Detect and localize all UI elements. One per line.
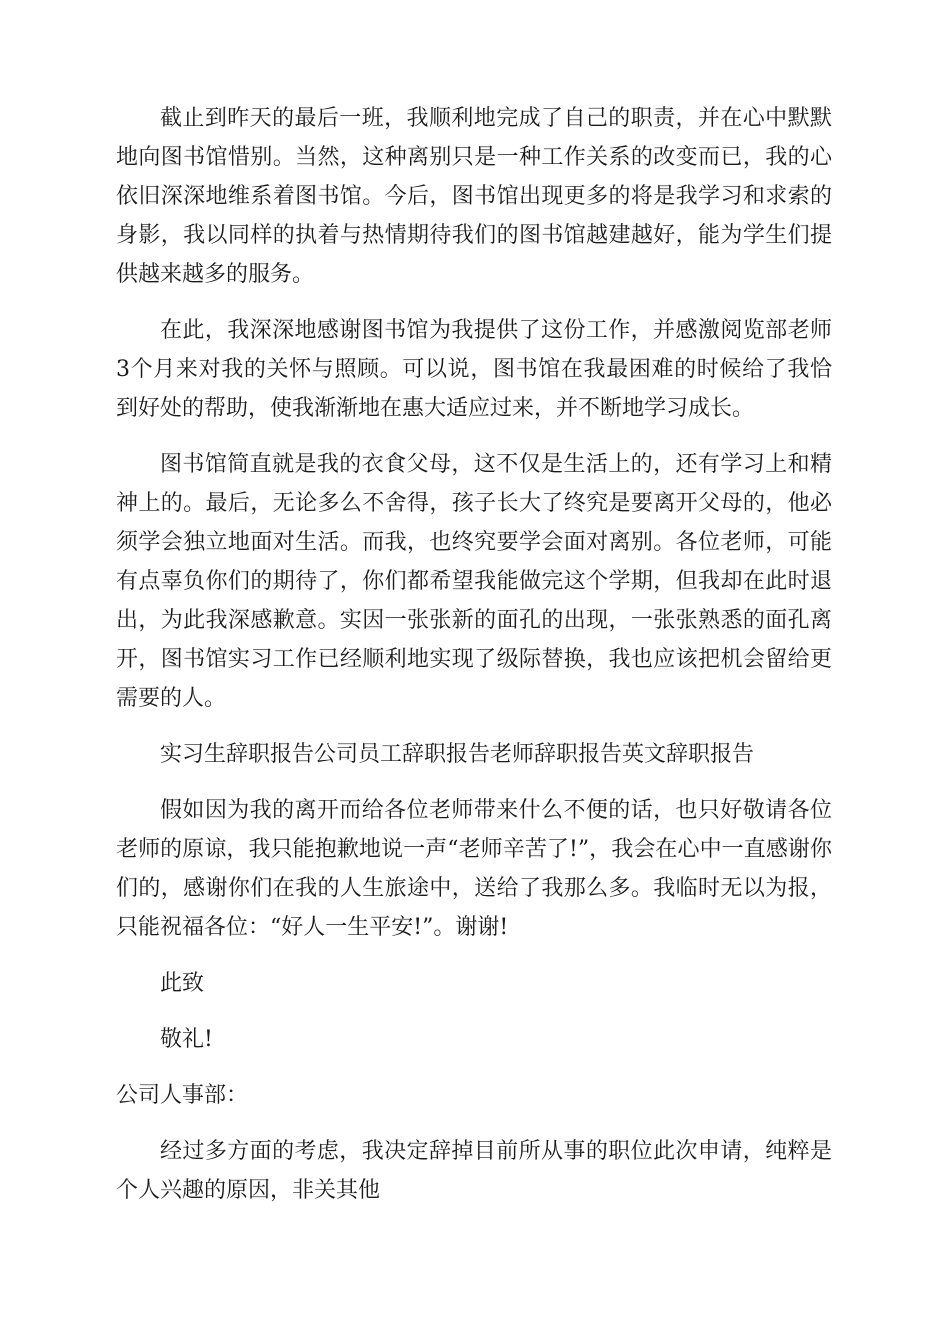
paragraph-apology: 假如因为我的离开而给各位老师带来什么不便的话，也只好敬请各位老师的原谅，我只能抱歉地说一声“老师辛苦了!”，我会在心中一直感谢你们的，感谢你们在我的人生旅途中，送给了我那么多。我临时无以为报，只能祝福各位：“好人一生平安!”。谢谢! [116,798,832,940]
paragraph-thanks: 在此，我深深地感谢图书馆为我提供了这份工作，并感激阅览部老师3个月来对我的关怀与照顾。可以说，图书馆在我最困难的时候给了我恰到好处的帮助，使我渐渐地在惠大适应过来，并不断地学习成长。 [116,318,832,421]
closing-regards: 敬礼! [160,1027,213,1052]
paragraph-related-links: 实习生辞职报告公司员工辞职报告老师辞职报告英文辞职报告 [160,742,755,767]
closing-salutation: 此致 [160,971,205,996]
paragraph-library-farewell: 截止到昨天的最后一班，我顺利地完成了自己的职责，并在心中默默地向图书馆惜别。当然，这种离别只是一种工作关系的改变而已，我的心依旧深深地维系着图书馆。今后，图书馆出现更多的将是我学习和求索的身影，我以同样的执着与热情期待我们的图书馆越建越好，能为学生们提供越来越多的服务。 [116,106,832,287]
paragraph-resignation-reason: 经过多方面的考虑，我决定辞掉目前所从事的职位此次申请，纯粹是个人兴趣的原因，非关其他 [116,1139,832,1203]
addressee: 公司人事部： [116,1083,249,1108]
paragraph-leaving: 图书馆简直就是我的衣食父母，这不仅是生活上的，还有学习上和精神上的。最后，无论多么不舍得，孩子长大了终究是要离开父母的，他必须学会独立地面对生活。而我，也终究要学会面对离别。各位老师，可能有点辜负你们的期待了，你们都希望我能做完这个学期，但我却在此时退出，为此我深感歉意。实因一张张新的面孔的出现，一张张熟悉的面孔离开，图书馆实习工作已经顺利地实现了级际替换，我也应该把机会留给更需要的人。 [116,452,832,711]
